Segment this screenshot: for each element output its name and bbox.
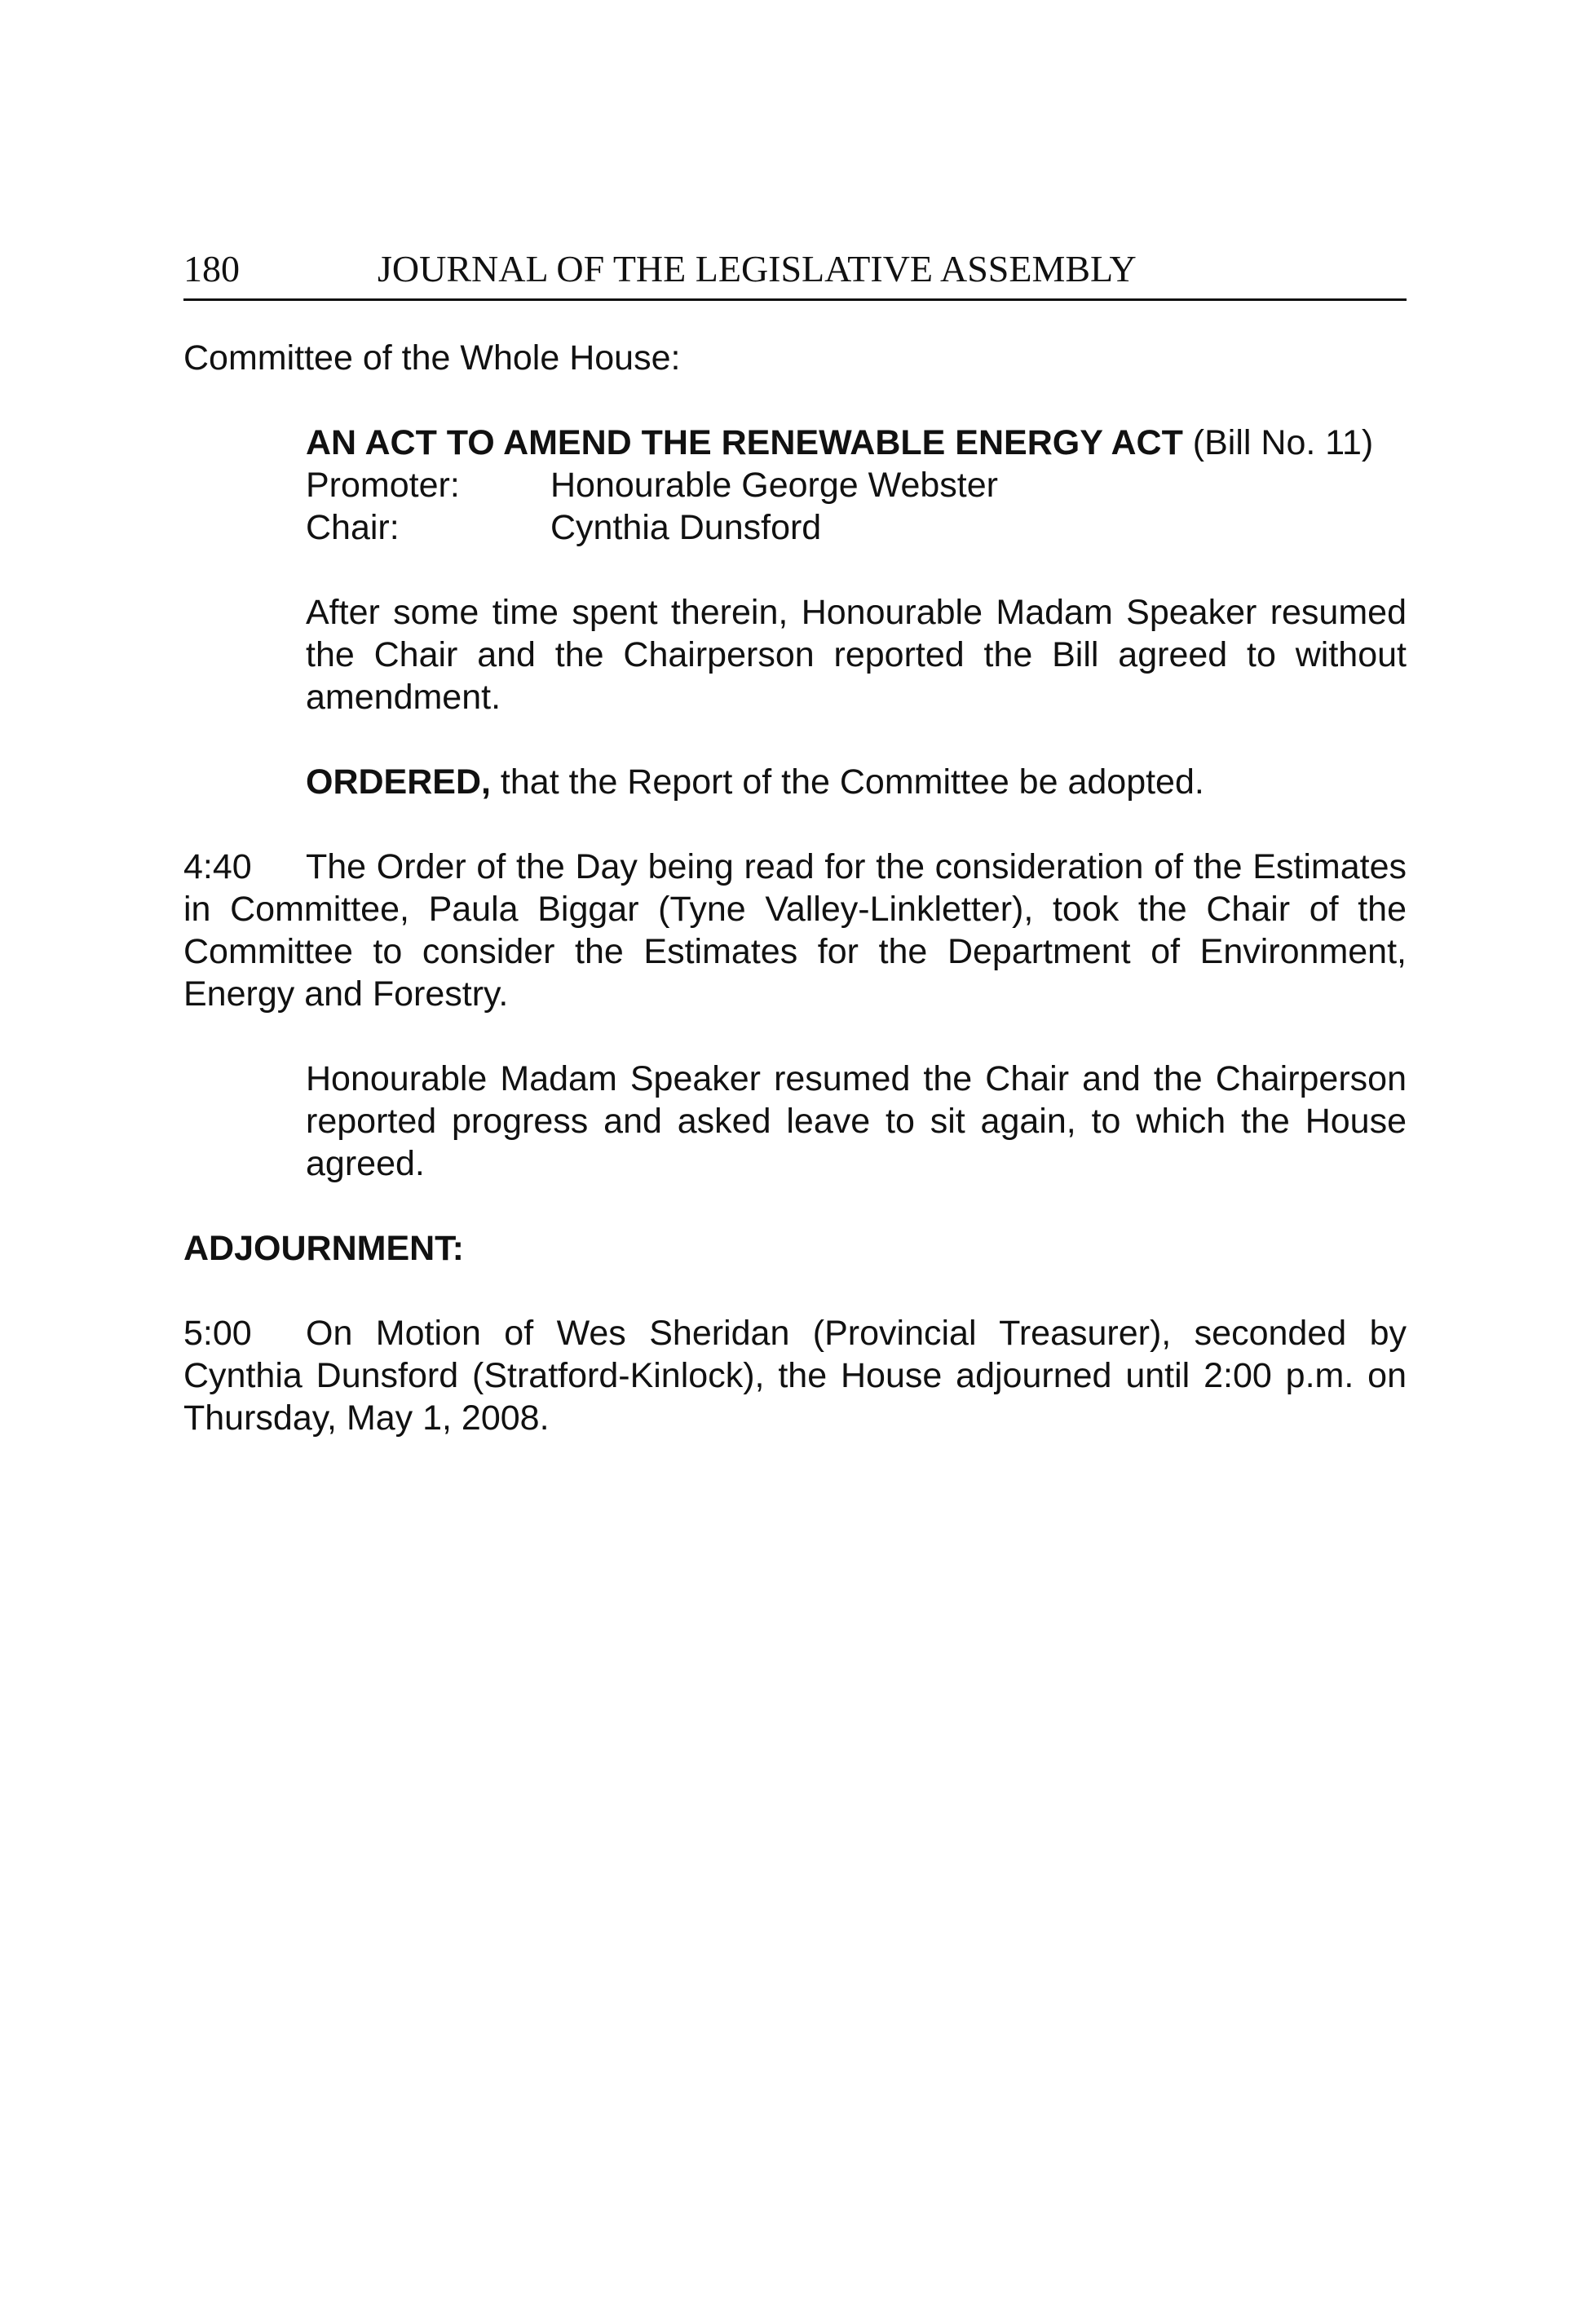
journal-page xyxy=(183,245,1407,1439)
adjournment-heading: ADJOURNMENT: xyxy=(183,1229,464,1268)
chair-label: Chair: xyxy=(306,508,400,547)
page-number: 180 xyxy=(183,248,240,289)
estimates-paragraph xyxy=(183,846,1407,1015)
bill-block xyxy=(306,422,1407,549)
estimates-progress: Honourable Madam Speaker resumed the Chair and the Chairperson reported progress and asked leave to sit again, to which the House agreed. xyxy=(306,1059,1407,1183)
chair-value: Cynthia Dunsford xyxy=(550,508,822,547)
estimates-text: The Order of the Day being read for the consideration of the Estimates in Committee, Paula Biggar (Tyne Valley-Linkletter), took the Chair of the Committee to consider the Estimates for the Department of Environment, Energy and Forestry. xyxy=(183,847,1407,1014)
running-header xyxy=(183,245,1407,301)
promoter-label: Promoter: xyxy=(306,466,460,505)
committee-report: After some time spent therein, Honourable Madam Speaker resumed the Chair and the Chairperson reported the Bill agreed to without amendment. xyxy=(306,593,1407,717)
ordered-text: that the Report of the Committee be adopted. xyxy=(490,762,1204,802)
adjournment-time: 5:00 xyxy=(183,1314,252,1353)
adjournment-paragraph xyxy=(183,1312,1407,1439)
ordered-paragraph xyxy=(306,761,1407,803)
estimates-time: 4:40 xyxy=(183,847,252,886)
chair-row xyxy=(306,506,1407,549)
bill-number: (Bill No. 11) xyxy=(1182,423,1374,462)
promoter-value: Honourable George Webster xyxy=(550,466,998,505)
committee-heading: Committee of the Whole House: xyxy=(183,338,681,378)
promoter-row xyxy=(306,464,1407,506)
journal-title: JOURNAL OF THE LEGISLATIVE ASSEMBLY xyxy=(378,248,1137,289)
ordered-label: ORDERED, xyxy=(306,762,491,802)
bill-title xyxy=(306,422,1407,464)
bill-title-bold: AN ACT TO AMEND THE RENEWABLE ENERGY ACT xyxy=(306,423,1183,462)
adjournment-text: On Motion of Wes Sheridan (Provincial Treasurer), seconded by Cynthia Dunsford (Stratford-Kinlock), the House adjourned until 2:00 p.m. on Thursday, May 1, 2008. xyxy=(183,1314,1407,1438)
